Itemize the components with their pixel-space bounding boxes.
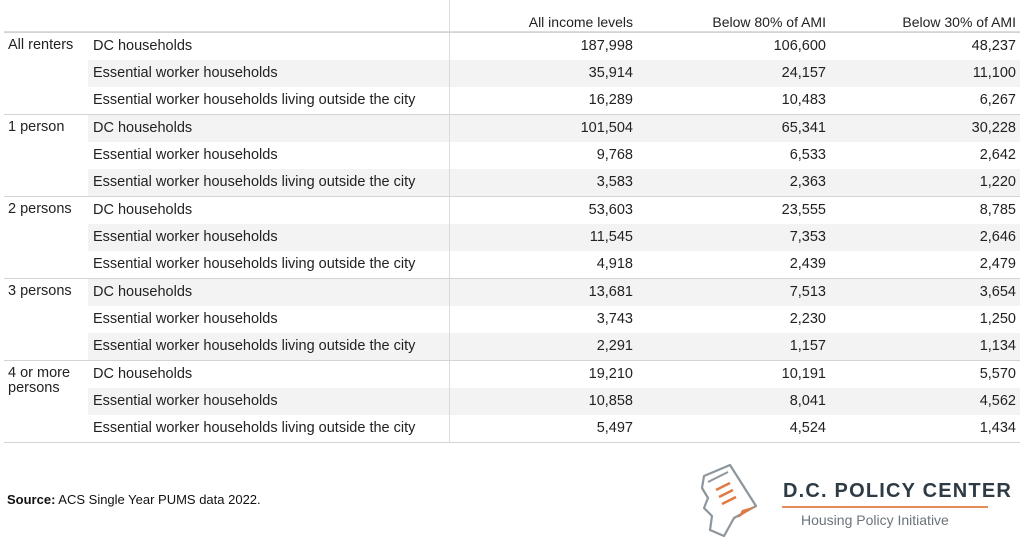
row-label: Essential worker households [93,65,278,81]
cell-below-30-ami: 5,570 [979,366,1016,382]
column-divider [449,169,450,196]
cell-below-30-ami: 1,134 [979,338,1016,354]
cell-all-income: 187,998 [580,38,633,54]
cell-below-80-ami: 8,041 [789,393,826,409]
row-label: Essential worker households [93,393,278,409]
row-label: Essential worker households living outside the city [93,338,416,354]
row-label: DC households [93,284,193,300]
column-divider [449,361,450,388]
row-label: DC households [93,120,193,136]
data-table [4,0,1020,443]
cell-all-income: 101,504 [580,120,633,136]
cell-below-80-ami: 6,533 [789,147,826,163]
logo-subtitle: Housing Policy Initiative [801,512,949,528]
cell-all-income: 2,291 [596,338,633,354]
cell-below-80-ami: 1,157 [789,338,826,354]
cell-below-80-ami: 106,600 [773,38,826,54]
column-divider [449,333,450,360]
table-row [4,360,1020,396]
column-divider [449,224,450,251]
table-row [4,278,1020,306]
cell-below-30-ami: 3,654 [979,284,1016,300]
row-label: Essential worker households living outside the city [93,92,416,108]
row-label: DC households [93,38,193,54]
cell-below-30-ami: 6,267 [979,92,1016,108]
column-divider [449,0,450,31]
cell-below-80-ami: 2,363 [789,174,826,190]
table-row [4,224,1020,251]
cell-below-80-ami: 2,230 [789,311,826,327]
cell-all-income: 35,914 [588,65,633,81]
table-row [4,32,1020,60]
column-divider [449,142,450,169]
row-label: Essential worker households [93,311,278,327]
column-divider [449,87,450,114]
cell-below-30-ami: 1,250 [979,311,1016,327]
cell-below-80-ami: 2,439 [789,256,826,272]
table-row [4,388,1020,415]
cell-below-30-ami: 2,642 [979,147,1016,163]
column-divider [449,279,450,306]
column-divider [449,306,450,333]
cell-below-80-ami: 10,191 [781,366,826,382]
row-stripe [88,279,1020,306]
group-label: All renters [8,37,74,53]
table-row [4,60,1020,87]
cell-below-30-ami: 2,646 [979,229,1016,245]
cell-below-80-ami: 23,555 [781,202,826,218]
group-label: 2 persons [8,201,72,217]
cell-below-30-ami: 1,434 [979,420,1016,436]
cell-all-income: 10,858 [588,393,633,409]
cell-below-30-ami: 11,100 [972,65,1016,81]
cell-below-80-ami: 7,513 [789,284,826,300]
row-label: DC households [93,366,193,382]
cell-all-income: 11,545 [589,229,633,245]
table-row [4,142,1020,169]
column-divider [449,197,450,224]
row-stripe [88,115,1020,142]
cell-below-80-ami: 7,353 [789,229,826,245]
table-row [4,415,1020,443]
group-label: 3 persons [8,283,72,299]
column-header-below-30-ami: Below 30% of AMI [902,14,1016,30]
column-divider [449,415,450,442]
column-divider [449,115,450,142]
group-label: 4 or more persons [8,365,71,396]
row-label: Essential worker households living outside the city [93,174,416,190]
cell-all-income: 5,497 [596,420,633,436]
row-label: Essential worker households [93,229,278,245]
cell-all-income: 9,768 [596,147,633,163]
source-note [7,492,261,507]
cell-below-30-ami: 30,228 [971,120,1016,136]
dc-map-document-icon [690,460,770,540]
cell-all-income: 53,603 [588,202,633,218]
dc-policy-center-logo [690,460,1013,540]
cell-below-80-ami: 10,483 [781,92,826,108]
cell-below-30-ami: 8,785 [979,202,1016,218]
cell-all-income: 13,681 [588,284,633,300]
source-label: Source: [7,492,56,507]
table-row [4,251,1020,278]
row-label: DC households [93,202,193,218]
cell-below-80-ami: 65,341 [781,120,826,136]
column-divider [449,388,450,415]
cell-all-income: 19,210 [588,366,633,382]
row-label: Essential worker households [93,147,278,163]
column-divider [449,251,450,278]
cell-all-income: 3,583 [596,174,633,190]
table-row [4,114,1020,142]
row-label: Essential worker households living outside the city [93,256,416,272]
table-row [4,87,1020,114]
table-header [4,0,1020,32]
cell-below-80-ami: 4,524 [789,420,826,436]
table-row [4,306,1020,333]
cell-below-30-ami: 48,237 [971,38,1016,54]
column-header-all-income: All income levels [528,14,633,30]
column-divider [449,33,450,60]
column-divider [449,60,450,87]
column-header-below-80-ami: Below 80% of AMI [712,14,826,30]
cell-all-income: 16,289 [588,92,633,108]
logo-title: D.C. POLICY CENTER [783,480,1013,502]
source-text: ACS Single Year PUMS data 2022. [55,492,261,507]
table-row [4,196,1020,224]
cell-below-30-ami: 4,562 [979,393,1016,409]
table-row [4,333,1020,360]
logo-divider [782,506,988,508]
cell-all-income: 3,743 [596,311,633,327]
row-label: Essential worker households living outside the city [93,420,416,436]
cell-below-30-ami: 1,220 [979,174,1016,190]
group-label: 1 person [8,119,65,135]
table-row [4,169,1020,196]
cell-below-80-ami: 24,157 [781,65,826,81]
cell-all-income: 4,918 [596,256,633,272]
table-body [4,32,1020,443]
cell-below-30-ami: 2,479 [979,256,1016,272]
